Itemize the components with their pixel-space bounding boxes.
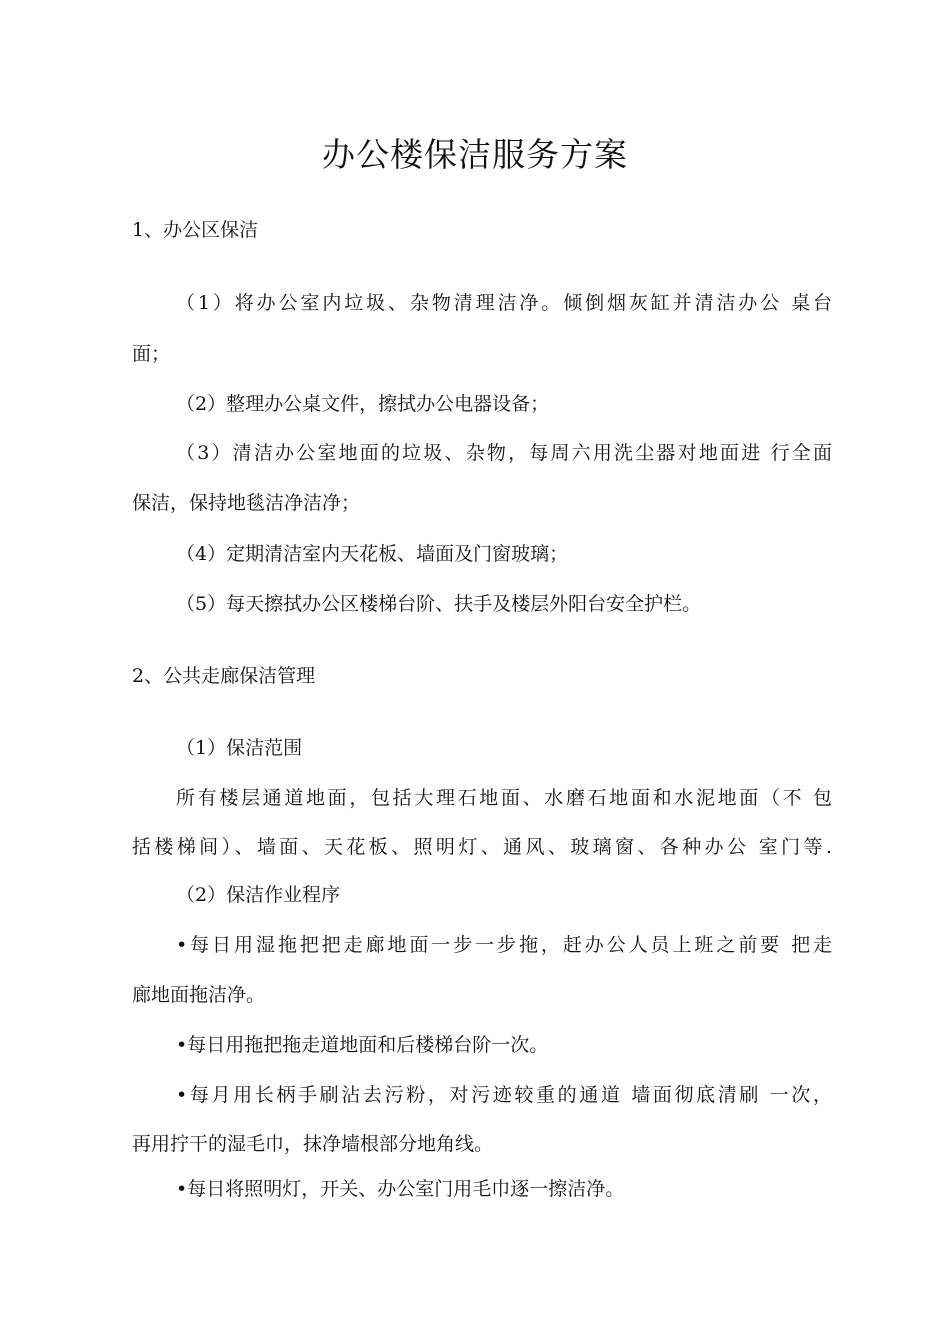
paragraph-line: 面； — [132, 343, 171, 365]
section-heading-corridor: 2、公共走廊保洁管理 — [132, 665, 316, 687]
paragraph-line: （3）清洁办公室地面的垃圾、杂物，每周六用洗尘器对地面进 行全面 — [176, 442, 832, 464]
document-title: 办公楼保洁服务方案 — [322, 135, 628, 174]
paragraph-line: 保洁，保持地毯洁净洁净； — [132, 492, 361, 514]
paragraph-line: 廊地面拖洁净。 — [132, 984, 266, 1006]
paragraph-line: •每月用长柄手刷沾去污粉，对污迹较重的通道 墙面彻底清刷 一次， — [176, 1084, 832, 1106]
section-heading-office: 1、办公区保洁 — [132, 219, 259, 241]
paragraph-line: （2）整理办公桌文件，擦拭办公电器设备； — [176, 393, 550, 415]
paragraph-line: •每日用湿拖把把走廊地面一步一步拖，赶办公人员上班之前要 把走 — [176, 934, 832, 956]
paragraph-line: （5）每天擦拭办公区楼梯台阶、扶手及楼层外阳台安全护栏。 — [176, 593, 702, 615]
paragraph-line: •每日将照明灯，开关、办公室门用毛巾逐一擦洁净。 — [176, 1178, 625, 1200]
paragraph-line: （2）保洁作业程序 — [176, 884, 341, 906]
paragraph-line: 再用拧干的湿毛巾，抹净墙根部分地角线。 — [132, 1133, 494, 1155]
paragraph-line: •每日用拖把拖走道地面和后楼梯台阶一次。 — [176, 1034, 549, 1056]
paragraph-line: （1）将办公室内垃圾、杂物清理洁净。倾倒烟灰缸并清洁办公 桌台 — [176, 292, 832, 314]
paragraph-line: 所有楼层通道地面，包括大理石地面、水磨石地面和水泥地面（不 包 — [176, 787, 832, 809]
paragraph-line: 括楼梯间）、墙面、天花板、照明灯、通风、玻璃窗、各种办公 室门等. — [132, 836, 832, 858]
paragraph-line: （4）定期清洁室内天花板、墙面及门窗玻璃； — [176, 543, 569, 565]
paragraph-line: （1）保洁范围 — [176, 737, 303, 759]
